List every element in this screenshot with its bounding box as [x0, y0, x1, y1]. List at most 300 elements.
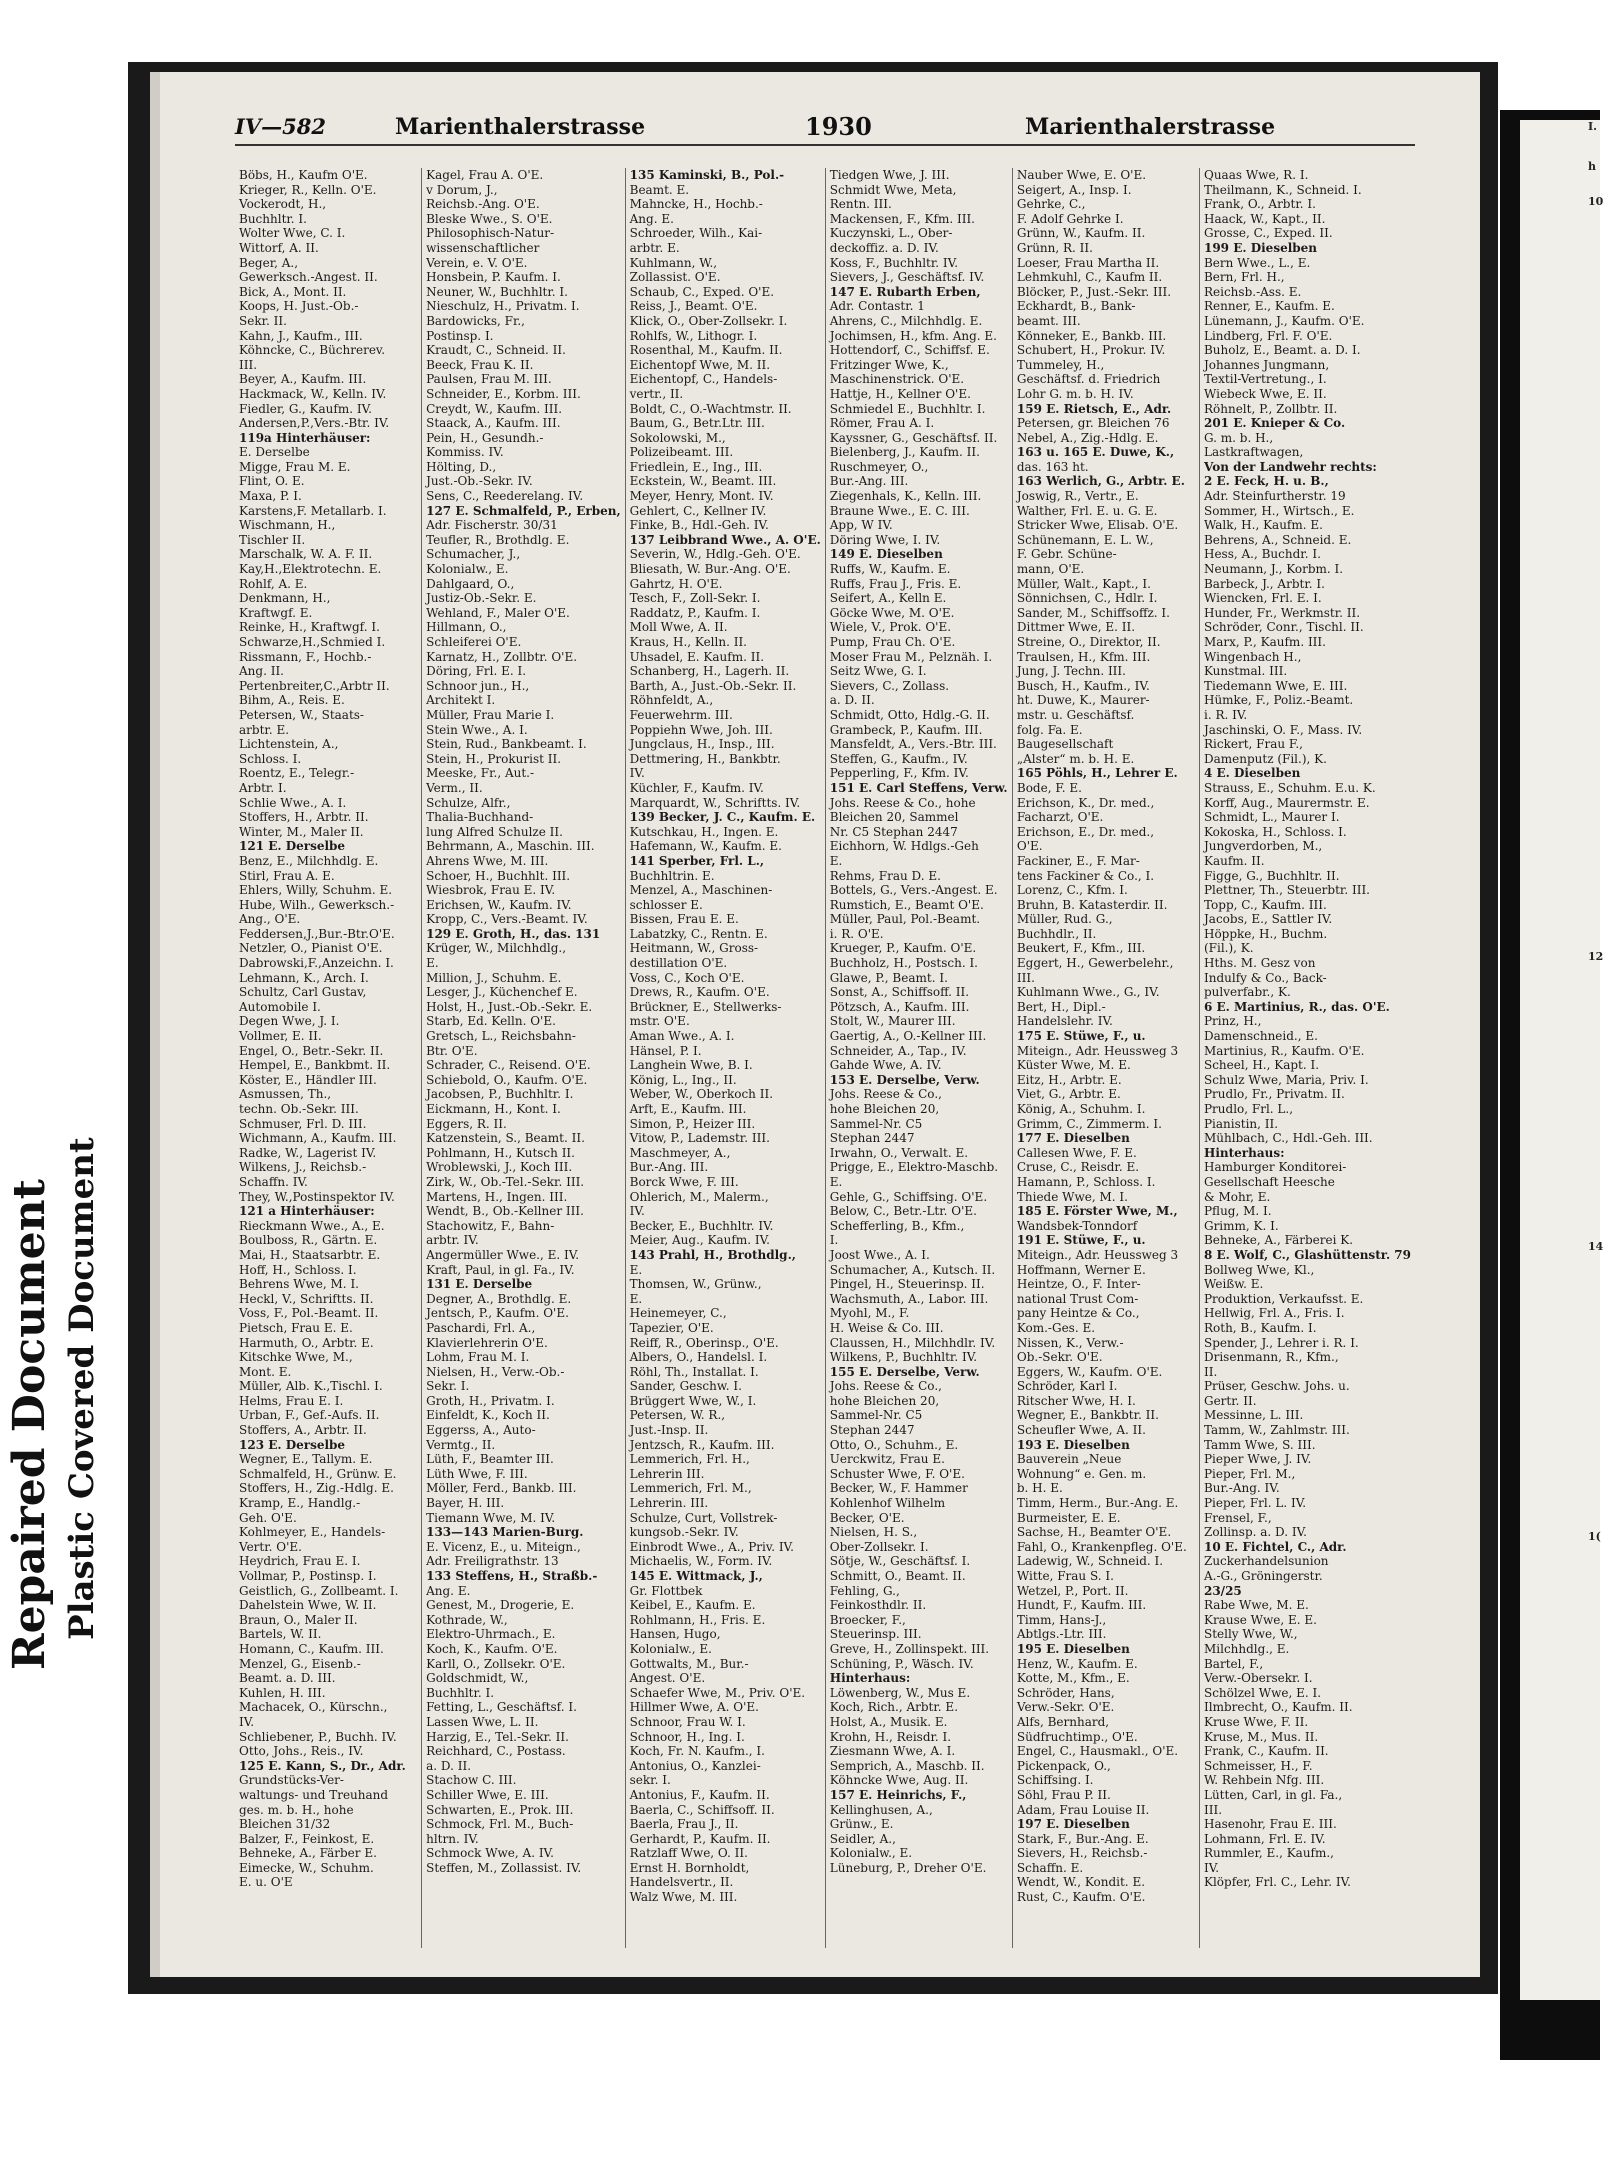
- directory-entry: hltrn. IV.: [426, 1831, 479, 1846]
- directory-entry: 145 E. Wittmack, J.,: [629, 1569, 763, 1583]
- directory-entry: Ang., O'E.: [239, 912, 301, 927]
- directory-entry: waltungs- und Treuhand: [239, 1787, 389, 1802]
- directory-entry: Michaelis, W., Form. IV.: [629, 1554, 773, 1569]
- directory-entry: Schiller Wwe, E. III.: [426, 1787, 549, 1802]
- directory-entry: national Trust Com-: [1016, 1291, 1139, 1306]
- directory-entry: Grimm, K. I.: [1203, 1218, 1279, 1233]
- adjacent-page-fragment: 1(: [1588, 1530, 1601, 1543]
- directory-entry: Heintze, O., F. Inter-: [1016, 1277, 1141, 1292]
- directory-entry: 201 E. Knieper & Co.: [1203, 416, 1346, 431]
- directory-entry: Höppke, H., Buchm.: [1203, 926, 1328, 941]
- directory-entry: & Mohr, E.: [1203, 1189, 1271, 1204]
- directory-entry: Geschäftsf. d. Friedrich: [1016, 372, 1161, 387]
- directory-entry: E.: [629, 1291, 643, 1306]
- directory-entry: Engel, O., Betr.-Sekr. II.: [239, 1043, 384, 1058]
- directory-entry: Gehrke, C.,: [1016, 197, 1086, 212]
- directory-entry: schlosser E.: [629, 897, 703, 912]
- directory-entry: 143 Prahl, H., Brothdlg.,: [629, 1247, 796, 1262]
- directory-entry: Karll, O., Zollsekr. O'E.: [426, 1656, 566, 1671]
- directory-entry: Boulboss, R., Gärtn. E.: [239, 1233, 378, 1248]
- directory-entry: Tiemann Wwe, M. IV.: [426, 1510, 556, 1525]
- directory-entry: Eickmann, H., Kont. I.: [426, 1102, 561, 1116]
- directory-entry: Semprich, A., Maschb. II.: [829, 1758, 985, 1773]
- directory-entry: pany Heintze & Co.,: [1016, 1306, 1140, 1321]
- directory-entry: Beamt. E.: [629, 182, 690, 197]
- directory-entry: Ilmbrecht, O., Kaufm. II.: [1203, 1700, 1353, 1715]
- directory-entry: 121 a Hinterhäuser:: [239, 1204, 375, 1219]
- directory-entry: Müller, Rud. G.,: [1016, 912, 1113, 927]
- directory-entry: Kraudt, C., Schneid. II.: [426, 343, 566, 358]
- directory-entry: Architekt I.: [426, 693, 496, 708]
- directory-entry: Schroeder, Wilh., Kai-: [629, 226, 763, 241]
- directory-entry: Schrader, C., Reisend. O'E.: [426, 1058, 591, 1073]
- directory-entry: a. D. II.: [829, 693, 875, 708]
- directory-entry: I.: [829, 1233, 839, 1248]
- directory-entry: Bardowicks, Fr.,: [426, 313, 525, 328]
- directory-entry: Pingel, H., Steuerinsp. II.: [829, 1277, 985, 1292]
- directory-entry: Walk, H., Kaufm. E.: [1203, 518, 1323, 533]
- directory-entry: F. Adolf Gehrke I.: [1016, 211, 1124, 226]
- directory-entry: Claussen, H., Milchhdlr. IV.: [829, 1335, 996, 1350]
- directory-entry: Lehmkuhl, C., Kaufm II.: [1016, 270, 1163, 285]
- directory-entry: Thomsen, W., Grünw.,: [629, 1277, 762, 1292]
- directory-entry: Lüth Wwe, F. III.: [426, 1466, 528, 1481]
- directory-entry: Paulsen, Frau M. III.: [426, 372, 552, 387]
- directory-entry: Ang. E.: [629, 211, 674, 226]
- directory-entry: Stoffers, A., Arbtr. II.: [239, 1423, 367, 1438]
- directory-entry: Flint, O. E.: [239, 474, 305, 489]
- directory-entry: Below, C., Betr.-Ltr. O'E.: [829, 1204, 977, 1219]
- directory-entry: Kitschke Wwe, M.,: [239, 1350, 353, 1365]
- directory-entry: Pflug, M. I.: [1203, 1204, 1272, 1219]
- directory-entry: Johs. Reese & Co.,: [829, 1087, 942, 1102]
- directory-entry: Wiencken, Frl. E. I.: [1203, 591, 1322, 606]
- directory-entry: Hansen, Hugo,: [629, 1627, 721, 1642]
- directory-entry: Indulfy & Co., Back-: [1203, 970, 1327, 985]
- directory-entry: E.: [829, 1174, 843, 1189]
- directory-entry: Blöcker, P., Just.-Sekr. III.: [1016, 284, 1172, 299]
- directory-entry: Kraus, H., Kelln. II.: [629, 635, 747, 649]
- directory-entry: Otto, Johs., Reis., IV.: [239, 1744, 364, 1759]
- directory-entry: Heitmann, W., Gross-: [629, 941, 759, 956]
- directory-entry: Roth, B., Kaufm. I.: [1203, 1320, 1317, 1335]
- directory-entry: Krohn, H., Reisdr. I.: [829, 1729, 952, 1744]
- directory-entry: Dahelstein Wwe, W. II.: [239, 1598, 377, 1613]
- directory-entry: Klick, O., Ober-Zollsekr. I.: [629, 313, 788, 328]
- directory-entry: Wolter Wwe, C. I.: [239, 226, 346, 241]
- directory-entry: Schaub, C., Exped. O'E.: [629, 284, 775, 299]
- directory-entry: Bliesath, W. Bur.-Ang. O'E.: [629, 562, 791, 577]
- directory-entry: Barbeck, J., Arbtr. I.: [1203, 576, 1325, 591]
- directory-entry: Rohlmann, H., Fris. E.: [629, 1612, 766, 1627]
- directory-entry: Stachowitz, F., Bahn-: [426, 1218, 555, 1233]
- directory-entry: Figge, G., Buchhltr. II.: [1203, 868, 1340, 883]
- directory-entry: Schmidt Wwe, Meta,: [829, 182, 957, 197]
- directory-entry: Neuner, W., Buchhltr. I.: [426, 284, 568, 299]
- directory-entry: Timm, Hans-J.,: [1016, 1612, 1107, 1627]
- directory-entry: Martens, H., Ingen. III.: [426, 1189, 568, 1204]
- directory-entry: Netzler, O., Pianist O'E.: [239, 941, 383, 956]
- directory-entry: Jungverdorben, M.,: [1203, 839, 1323, 854]
- directory-entry: „Alster“ m. b. H. E.: [1016, 751, 1135, 766]
- directory-entry: Grünn, R. II.: [1016, 240, 1093, 255]
- directory-entry: Tiedgen Wwe, J. III.: [829, 168, 950, 182]
- directory-entry: 4 E. Dieselben: [1203, 766, 1301, 781]
- adjacent-page-fragment: h: [1588, 160, 1596, 173]
- directory-entry: Karnatz, H., Zollbtr. O'E.: [426, 649, 578, 664]
- directory-entry: Schölzel Wwe, E. I.: [1203, 1685, 1322, 1700]
- directory-entry: Stark, F., Bur.-Ang. E.: [1016, 1831, 1149, 1846]
- directory-entry: Vermtg., II.: [426, 1437, 496, 1452]
- directory-entry: Zollassist. O'E.: [629, 270, 721, 285]
- directory-entry: Traulsen, H., Kfm. III.: [1016, 649, 1151, 664]
- directory-entry: Frank, C., Kaufm. II.: [1203, 1744, 1329, 1759]
- directory-entry: Bielenberg, J., Kaufm. II.: [829, 445, 980, 460]
- directory-entry: a. D. II.: [426, 1758, 472, 1773]
- directory-entry: 23/25: [1203, 1583, 1242, 1598]
- directory-entry: Wilkens, P., Buchhltr. IV.: [829, 1350, 978, 1365]
- directory-entry: 129 E. Groth, H., das. 131: [426, 926, 601, 941]
- directory-entry: Johannes Jungmann,: [1203, 357, 1330, 372]
- directory-entry: Eimecke, W., Schuhm.: [239, 1860, 374, 1875]
- directory-entry: Automobile I.: [239, 999, 321, 1014]
- directory-entry: Walz Wwe, M. III.: [629, 1890, 738, 1905]
- directory-entry: Eggerss, A., Auto-: [426, 1423, 536, 1438]
- directory-entry: Von der Landwehr rechts:: [1203, 459, 1377, 474]
- directory-entry: Drews, R., Kaufm. O'E.: [629, 985, 770, 1000]
- directory-entry: Schloss. I.: [239, 751, 302, 766]
- directory-entry: Goldschmidt, W.,: [426, 1671, 529, 1686]
- directory-entry: Renner, E., Kaufm. E.: [1203, 299, 1335, 314]
- directory-entry: Elektro-Uhrmach., E.: [426, 1627, 556, 1642]
- directory-entry: Schnoor, Frau W. I.: [629, 1714, 746, 1729]
- directory-entry: Schulz Wwe, Maria, Priv. I.: [1203, 1072, 1369, 1087]
- directory-entry: Marschalk, W. A. F. II.: [239, 547, 373, 562]
- directory-entry: Einbrodt Wwe., A., Priv. IV.: [629, 1539, 794, 1554]
- directory-entry: Lassen Wwe, L. II.: [426, 1714, 539, 1729]
- directory-entry: Meyer, Henry, Mont. IV.: [629, 489, 774, 504]
- directory-entry: Löwenberg, W., Mus E.: [829, 1685, 971, 1700]
- directory-entry: Kropp, C., Vers.-Beamt. IV.: [426, 912, 588, 927]
- directory-entry: Viet, G., Arbtr. E.: [1016, 1087, 1121, 1102]
- directory-entry: Heckl, V., Schriftts. II.: [239, 1291, 374, 1306]
- adjacent-page-fragment: 14: [1588, 1240, 1603, 1253]
- directory-entry: Heydrich, Frau E. I.: [239, 1554, 361, 1569]
- directory-entry: Pieper, Frl. L. IV.: [1203, 1496, 1307, 1511]
- directory-entry: Mahncke, H., Hochb.-: [629, 197, 763, 212]
- directory-entry: Möller, Ferd., Bankb. III.: [426, 1481, 577, 1496]
- directory-entry: Joost Wwe., A. I.: [829, 1247, 930, 1262]
- directory-entry: v Dorum, J.,: [426, 182, 498, 197]
- directory-entry: Südfruchtimp., O'E.: [1016, 1729, 1138, 1744]
- directory-entry: b. H. E.: [1016, 1481, 1063, 1496]
- directory-entry: 149 E. Dieselben: [829, 547, 943, 562]
- directory-entry: Petersen, W., Staats-: [239, 707, 364, 722]
- directory-entry: Adr. Steinfurtherstr. 19: [1203, 489, 1346, 504]
- directory-entry: Hoff, H., Schloss. I.: [239, 1262, 357, 1277]
- directory-entry: Jung, J. Techn. III.: [1016, 664, 1126, 679]
- directory-entry: Schanberg, H., Lagerh. II.: [629, 664, 790, 679]
- directory-entry: Seidler, A.,: [829, 1831, 896, 1846]
- directory-entry: Bick, A., Mont. II.: [239, 284, 347, 299]
- directory-entry: Behrmann, A., Maschin. III.: [426, 839, 595, 854]
- directory-entry: Rickert, Frau F.,: [1203, 737, 1303, 752]
- directory-entry: Kahn, J., Kaufm., III.: [239, 328, 363, 343]
- directory-entry: Grünw., E.: [829, 1817, 894, 1832]
- directory-entry: Benz, E., Milchhdlg. E.: [239, 853, 379, 868]
- directory-entry: Kommiss. IV.: [426, 445, 504, 460]
- directory-entry: Philosophisch-Natur-: [426, 226, 555, 241]
- directory-entry: tens Fackiner & Co., I.: [1016, 868, 1155, 883]
- directory-entry: Theilmann, K., Schneid. I.: [1203, 182, 1362, 197]
- directory-entry: Hasenohr, Frau E. III.: [1203, 1817, 1337, 1832]
- directory-entry: Lünemann, J., Kaufm. O'E.: [1203, 313, 1365, 328]
- adjacent-page-fragment: 12: [1588, 950, 1603, 963]
- directory-entry: Zirk, W., Ob.-Tel.-Sekr. III.: [426, 1174, 585, 1189]
- directory-entry: Bayer, H. III.: [426, 1496, 505, 1511]
- directory-entry: Behrens Wwe, M. I.: [239, 1277, 359, 1292]
- directory-entry: Weber, W., Oberkoch II.: [629, 1087, 774, 1102]
- directory-entry: H. Weise & Co. III.: [829, 1320, 944, 1335]
- directory-entry: Harzig, E., Tel.-Sekr. II.: [426, 1729, 569, 1744]
- directory-entry: Schneider, E., Korbm. III.: [426, 386, 581, 401]
- directory-entry: Ruschmeyer, O.,: [829, 459, 929, 474]
- directory-entry: Hafemann, W., Kaufm. E.: [629, 839, 782, 854]
- directory-entry: Fackiner, E., F. Mar-: [1016, 853, 1140, 868]
- directory-entry: Schmidt, Otto, Hdlg.-G. II.: [829, 707, 990, 722]
- directory-entry: Menzel, G., Eisenb.-: [239, 1656, 361, 1671]
- directory-entry: Kolonialw., E.: [426, 562, 509, 577]
- directory-entry: Sander, M., Schiffsoffz. I.: [1016, 605, 1170, 620]
- directory-entry: Justiz-Ob.-Sekr. E.: [426, 591, 537, 606]
- directory-entry: Loeser, Frau Martha II.: [1016, 255, 1160, 270]
- directory-entry: Wendt, B., Ob.-Kellner III.: [426, 1204, 584, 1219]
- directory-entry: Damenschneid., E.: [1203, 1029, 1318, 1044]
- directory-entry: III.: [239, 357, 258, 372]
- directory-entry: Bleichen 20, Sammel: [829, 810, 959, 825]
- directory-entry: Menzel, A., Maschinen-: [629, 883, 773, 898]
- directory-entry: Reiff, R., Oberinsp., O'E.: [629, 1335, 779, 1350]
- directory-entry: Nr. C5 Stephan 2447: [829, 824, 958, 839]
- page-header: [235, 110, 1415, 146]
- directory-entry: Engel, C., Hausmakl., O'E.: [1016, 1744, 1179, 1759]
- directory-entry: Nebel, A., Zig.-Hdlg. E.: [1016, 430, 1159, 445]
- directory-entry: Stirl, Frau A. E.: [239, 868, 335, 883]
- directory-entry: Kohlmeyer, E., Handels-: [239, 1525, 386, 1540]
- directory-entry: Stephan 2447: [829, 1131, 915, 1146]
- directory-entry: Braune Wwe., E. C. III.: [829, 503, 970, 518]
- directory-entry: Kruse, M., Mus. II.: [1203, 1729, 1319, 1744]
- directory-entry: beamt. III.: [1016, 313, 1081, 328]
- directory-entry: 163 u. 165 E. Duwe, K.,: [1016, 445, 1175, 460]
- directory-entry: 139 Becker, J. C., Kaufm. E.: [629, 810, 816, 825]
- directory-entry: Becker, E., Buchhltr. IV.: [629, 1218, 774, 1233]
- directory-entry: Witte, Frau S. I.: [1016, 1569, 1114, 1583]
- directory-entry: Hinterhaus:: [829, 1671, 911, 1686]
- directory-entry: Strauss, E., Schuhm. E.u. K.: [1203, 780, 1376, 795]
- directory-entry: Stoffers, H., Zig.-Hdlg. E.: [239, 1481, 394, 1496]
- directory-entry: Schubert, H., Prokur. IV.: [1016, 343, 1166, 358]
- directory-entry: Verw.-Obersekr. I.: [1203, 1671, 1313, 1686]
- directory-entry: Lüth, F., Beamter III.: [426, 1452, 554, 1467]
- directory-entry: Textil-Vertretung., I.: [1203, 372, 1327, 387]
- directory-entry: Schwarten, E., Prok. III.: [426, 1802, 574, 1817]
- directory-entry: Milchhdlg., E.: [1203, 1641, 1290, 1656]
- directory-entry: Ladewig, W., Schneid. I.: [1016, 1554, 1164, 1569]
- directory-entry: 133 Steffens, H., Straßb.-: [426, 1569, 598, 1583]
- column-4: [826, 168, 1013, 1948]
- directory-entry: Gaertig, A., O.-Kellner III.: [829, 1029, 987, 1044]
- directory-entry: Schulze, Curt, Vollstrek-: [629, 1510, 778, 1525]
- directory-entry: Scheel, H., Kapt. I.: [1203, 1058, 1320, 1073]
- directory-entry: Rabe Wwe, M. E.: [1203, 1598, 1309, 1613]
- directory-entry: Rohlfs, W., Lithogr. I.: [629, 328, 758, 343]
- directory-entry: Poppiehn Wwe, Joh. III.: [629, 722, 773, 737]
- directory-entry: Wehland, F., Maler O'E.: [426, 605, 570, 620]
- directory-entry: Schüning, P., Wäsch. IV.: [829, 1656, 974, 1671]
- directory-entry: 199 E. Dieselben: [1203, 240, 1318, 255]
- directory-entry: Pein, H., Gesundh.-: [426, 430, 544, 445]
- directory-entry: Erichsen, W., Kaufm. IV.: [426, 897, 572, 912]
- directory-entry: Buholz, E., Beamt. a. D. I.: [1203, 343, 1361, 358]
- directory-entry: Drisenmann, R., Kfm.,: [1203, 1350, 1339, 1365]
- directory-entry: 10 E. Fichtel, C., Adr.: [1203, 1539, 1347, 1554]
- directory-entry: Bleske Wwe., S. O'E.: [426, 211, 553, 226]
- directory-entry: Eichentopf Wwe, M. II.: [629, 357, 771, 372]
- directory-entry: 151 E. Carl Steffens, Verw.: [829, 780, 1008, 795]
- directory-entry: Bleichen 31/32: [239, 1817, 331, 1832]
- directory-entry: König, L., Ing., II.: [629, 1072, 737, 1087]
- directory-entry: Ratzlaff Wwe, O. II.: [629, 1846, 748, 1861]
- directory-entry: 175 E. Stüwe, F., u.: [1016, 1029, 1146, 1044]
- directory-entry: Genest, M., Drogerie, E.: [426, 1598, 575, 1613]
- directory-entry: Antonius, F., Kaufm. II.: [629, 1787, 770, 1802]
- directory-entry: Stein, H., Prokurist II.: [426, 751, 562, 766]
- directory-entry: Müller, Frau Marie I.: [426, 707, 555, 722]
- directory-columns: [235, 168, 1415, 1948]
- directory-entry: Voss, F., Pol.-Beamt. II.: [239, 1306, 379, 1321]
- directory-entry: Röhnelt, P., Zollbtr. II.: [1203, 401, 1338, 416]
- directory-entry: Holst, A., Musik. E.: [829, 1714, 948, 1729]
- directory-entry: Arbtr. I.: [239, 780, 287, 795]
- directory-entry: Eggers, R. II.: [426, 1116, 507, 1131]
- directory-entry: Stachow C. III.: [426, 1773, 517, 1788]
- directory-entry: techn. Ob.-Sekr. III.: [239, 1102, 359, 1116]
- directory-entry: Jochimsen, H., kfm. Ang. E.: [829, 328, 997, 343]
- directory-entry: Miteign., Adr. Heussweg 3: [1016, 1247, 1179, 1262]
- directory-entry: Erichson, K., Dr. med.,: [1016, 795, 1155, 810]
- directory-entry: Küster Wwe, M. E.: [1016, 1058, 1131, 1073]
- directory-entry: 135 Kaminski, B., Pol.-: [629, 168, 785, 182]
- directory-entry: Eggert, H., Gewerbelehr.,: [1016, 956, 1174, 971]
- directory-entry: Schlie Wwe., A. I.: [239, 795, 347, 810]
- directory-entry: Walther, Frl. E. u. G. E.: [1016, 503, 1158, 518]
- directory-entry: Baerla, C., Schiffsoff. II.: [629, 1802, 775, 1817]
- directory-entry: Marquardt, W., Schriftts. IV.: [629, 795, 801, 810]
- directory-entry: Roentz, E., Telegr.-: [239, 766, 355, 781]
- directory-entry: Eichentopf, C., Handels-: [629, 372, 778, 387]
- directory-entry: Broecker, F.,: [829, 1612, 906, 1627]
- directory-entry: II.: [1203, 1364, 1218, 1379]
- directory-entry: Lüneburg, P., Dreher O'E.: [829, 1860, 987, 1875]
- directory-entry: Hths. M. Gesz von: [1203, 956, 1316, 971]
- directory-entry: 131 E. Derselbe: [426, 1277, 533, 1292]
- directory-entry: Uhsadel, E. Kaufm. II.: [629, 649, 765, 664]
- directory-entry: Teufler, R., Brothdlg. E.: [426, 532, 570, 547]
- directory-entry: Alfs, Bernhard,: [1016, 1714, 1110, 1729]
- directory-entry: Jaschinski, O. F., Mass. IV.: [1203, 722, 1363, 737]
- directory-entry: 133—143 Marien-Burg.: [426, 1525, 584, 1540]
- directory-entry: Dittmer Wwe, E. II.: [1016, 620, 1136, 635]
- directory-entry: Albers, O., Handelsl. I.: [629, 1350, 768, 1365]
- directory-entry: Bottels, G., Vers.-Angest. E.: [829, 883, 998, 898]
- directory-entry: Arft, E., Kaufm. III.: [629, 1102, 747, 1116]
- directory-entry: Kutschkau, H., Ingen. E.: [629, 824, 779, 839]
- directory-entry: Vollmer, E. II.: [239, 1029, 322, 1044]
- directory-entry: Rieckmann Wwe., A., E.: [239, 1218, 385, 1233]
- directory-entry: Prüser, Geschw. Johs. u.: [1203, 1379, 1350, 1394]
- directory-entry: Buchhltrin. E.: [629, 868, 715, 883]
- directory-entry: Hellwig, Frl. A., Fris. I.: [1203, 1306, 1345, 1321]
- directory-entry: mann, O'E.: [1016, 562, 1085, 577]
- directory-entry: Schnoor, H., Ing. I.: [629, 1729, 745, 1744]
- directory-entry: Angermüller Wwe., E. IV.: [426, 1247, 580, 1262]
- directory-entry: Adr. Contastr. 1: [829, 299, 925, 314]
- directory-entry: Schliebener, P., Buchh. IV.: [239, 1729, 397, 1744]
- directory-entry: Meier, Aug., Kaufm. IV.: [629, 1233, 770, 1248]
- directory-entry: Feddersen,J.,Bur.-Btr.O'E.: [239, 926, 395, 941]
- directory-entry: Nauber Wwe, E. O'E.: [1016, 168, 1147, 182]
- directory-entry: Vockerodt, H.,: [239, 197, 327, 212]
- directory-entry: Kaufm. II.: [1203, 853, 1265, 868]
- directory-entry: Migge, Frau M. E.: [239, 459, 351, 474]
- directory-entry: Böbs, H., Kaufm O'E.: [239, 168, 368, 182]
- directory-entry: Tapezier, O'E.: [629, 1320, 714, 1335]
- directory-entry: wissenschaftlicher: [426, 240, 540, 255]
- directory-entry: Streine, O., Direktor, II.: [1016, 635, 1161, 649]
- directory-entry: Rummler, E., Kaufm.,: [1203, 1846, 1334, 1861]
- directory-entry: Degen Wwe, J. I.: [239, 1014, 340, 1029]
- directory-entry: Kellinghusen, A.,: [829, 1802, 933, 1817]
- directory-entry: Ober-Zollsekr. I.: [829, 1539, 929, 1554]
- adjacent-page-fragment: 10: [1588, 195, 1603, 208]
- directory-entry: Abtlgs.-Ltr. III.: [1016, 1627, 1107, 1642]
- directory-entry: Reichsb.-Ang. O'E.: [426, 197, 540, 212]
- directory-entry: Schaffn. E.: [1016, 1860, 1084, 1875]
- directory-entry: Machacek, O., Kürschn.,: [239, 1700, 388, 1715]
- directory-entry: Wichmann, A., Kaufm. III.: [239, 1131, 397, 1146]
- directory-entry: Kuhlen, H. III.: [239, 1685, 326, 1700]
- directory-entry: Steuerinsp. III.: [829, 1627, 922, 1642]
- directory-entry: IV.: [629, 1204, 645, 1219]
- directory-entry: Fetting, L., Geschäftsf. I.: [426, 1700, 577, 1715]
- directory-entry: Jentzsch, R., Kaufm. III.: [629, 1437, 775, 1452]
- directory-entry: Köster, E., Händler III.: [239, 1072, 377, 1087]
- directory-entry: Pump, Frau Ch. O'E.: [829, 635, 956, 649]
- directory-entry: Prinz, H.,: [1203, 1014, 1262, 1029]
- directory-entry: Hess, A., Buchdr. I.: [1203, 547, 1321, 562]
- directory-entry: 157 E. Heinrichs, F.,: [829, 1787, 967, 1802]
- directory-entry: Handelsvertr., II.: [629, 1875, 734, 1890]
- directory-entry: Karstens,F. Metallarb. I.: [239, 503, 387, 518]
- directory-entry: Vitow, P., Lademstr. III.: [629, 1131, 770, 1146]
- directory-entry: Koss, F., Buchhltr. IV.: [829, 255, 959, 270]
- directory-entry: Henz, W., Kaufm. E.: [1016, 1656, 1138, 1671]
- directory-entry: Hunder, Fr., Werkmstr. II.: [1203, 605, 1361, 620]
- directory-entry: Pötzsch, A., Kaufm. III.: [829, 999, 970, 1014]
- directory-entry: Schmock Wwe, A. IV.: [426, 1846, 554, 1861]
- directory-entry: Callesen Wwe, F. E.: [1016, 1145, 1137, 1160]
